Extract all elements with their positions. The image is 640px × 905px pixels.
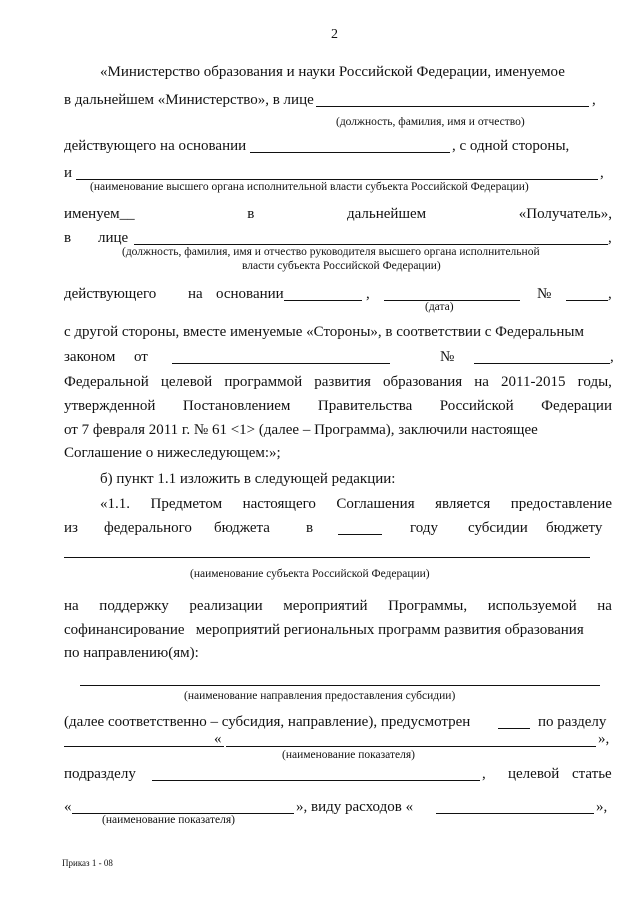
word: статье: [572, 766, 612, 782]
blank-line-expense-type: [436, 813, 594, 814]
open-quote: «: [64, 799, 72, 815]
word: бюджету: [546, 520, 603, 536]
comma: ,: [482, 766, 486, 782]
caption-head-b: власти субъекта Российской Федерации): [242, 260, 441, 272]
word: является: [435, 496, 491, 512]
caption-date: (дата): [425, 301, 454, 313]
word: развития: [314, 374, 371, 390]
subsection-text: подразделу: [64, 766, 136, 782]
close-quote: »,: [598, 731, 610, 747]
party1-line3-text: действующего на основании: [64, 138, 247, 154]
agreement-line: Соглашение о нижеследующем:»;: [64, 445, 281, 461]
blank-line-direction: [80, 685, 600, 686]
support-line: [64, 597, 612, 615]
word: реализации: [189, 598, 263, 614]
word: из: [64, 520, 78, 536]
word: Соглашения: [336, 496, 415, 512]
decree-line: от 7 февраля 2011 г. № 61 <1> (далее – Программа), заключили настоящее: [64, 422, 538, 438]
page-number: 2: [331, 27, 338, 42]
blank-line-basis2: [284, 300, 362, 301]
party2-line1: с другой стороны, вместе именуемые «Стороны», в соответствии с Федеральным: [64, 324, 584, 340]
blank-line-law-date: [172, 363, 390, 364]
word: утвержденной: [64, 398, 156, 414]
comma: ,: [592, 92, 596, 108]
blank-line-subsection: [152, 780, 480, 781]
word: в: [64, 230, 72, 246]
and-text: и: [64, 165, 73, 181]
blank-line-provided: [498, 728, 530, 729]
comma: ,: [608, 286, 612, 302]
word: «1.1.: [100, 496, 130, 512]
blank-line-section-left: [64, 746, 224, 747]
blank-line-subject: [64, 557, 590, 558]
word: от: [134, 349, 148, 365]
word: настоящего: [242, 496, 316, 512]
program-line: [64, 373, 612, 391]
blank-line-section-name: [226, 746, 596, 747]
word: годы,: [577, 374, 612, 390]
word: законом: [64, 349, 116, 365]
word: программой: [224, 374, 303, 390]
word: Правительства: [317, 398, 413, 414]
word: действующего: [64, 286, 157, 302]
word: поддержку: [99, 598, 169, 614]
footer-order-number: Приказ 1 - 08: [62, 858, 113, 868]
approved-line: [64, 397, 612, 415]
number-sign: №: [537, 286, 552, 302]
comma: ,: [600, 165, 604, 181]
caption-head-a: (должность, фамилия, имя и отчество руководителя высшего органа исполнительной: [122, 246, 540, 258]
caption-subject: (наименование субъекта Российской Федерации): [190, 568, 430, 580]
word: «Получатель»,: [518, 206, 612, 222]
party1-line2-text: в дальнейшем «Министерство», в лице: [64, 92, 314, 108]
party1-line1: «Министерство образования и науки Российской Федерации, именуемое: [100, 64, 565, 80]
item-b-line: б) пункт 1.1 изложить в следующей редакции:: [100, 471, 396, 487]
word: целевой: [160, 374, 213, 390]
caption-indicator: (наименование показателя): [102, 814, 235, 826]
blank-line-law-number: [474, 363, 610, 364]
word: году: [410, 520, 438, 536]
comma: ,: [608, 230, 612, 246]
number-sign: №: [440, 349, 455, 365]
word: в: [247, 206, 255, 222]
word: лице: [98, 230, 129, 246]
word: Российской: [439, 398, 514, 414]
word: 2011-2015: [501, 374, 566, 390]
blank-line-number: [566, 300, 608, 301]
word: субсидии: [468, 520, 528, 536]
word: мероприятий: [283, 598, 368, 614]
respectively-line: (далее соответственно – субсидия, направление), предусмотрен: [64, 714, 471, 730]
word: дальнейшем: [346, 206, 427, 222]
word: на: [188, 286, 203, 302]
blank-line-basis: [250, 152, 450, 153]
word: на: [64, 598, 79, 614]
word: предоставление: [510, 496, 612, 512]
word: Программы,: [388, 598, 468, 614]
word: бюджета: [214, 520, 270, 536]
word: целевой: [508, 766, 560, 782]
caption-position-name: (должность, фамилия, имя и отчество): [336, 116, 525, 128]
word: основании: [216, 286, 284, 302]
named-recipient-line: [64, 205, 612, 223]
word: на: [474, 374, 489, 390]
subject-line: [100, 495, 612, 513]
word: именуем__: [64, 206, 135, 222]
party1-line3-end: , с одной стороны,: [452, 138, 570, 154]
word: Постановлением: [182, 398, 291, 414]
word: Федерации: [541, 398, 612, 414]
word: образования: [383, 374, 463, 390]
word: Федеральной: [64, 374, 149, 390]
blank-line-position: [316, 106, 589, 107]
close-quote: »,: [596, 799, 608, 815]
direction-line: по направлению(ям):: [64, 645, 199, 661]
word: в: [306, 520, 314, 536]
section-text: по разделу: [538, 714, 607, 730]
word: федерального: [104, 520, 192, 536]
expenses-text: », виду расходов «: [296, 799, 414, 815]
word: на: [597, 598, 612, 614]
open-quote: «: [214, 731, 222, 747]
cofinancing-line: софинансирование мероприятий региональных программ развития образования: [64, 622, 584, 638]
caption-authority: (наименование высшего органа исполнительной власти субъекта Российской Федерации): [90, 181, 529, 193]
word: Предметом: [150, 496, 223, 512]
comma: ,: [610, 349, 614, 365]
word: используемой: [487, 598, 577, 614]
blank-line-year: [338, 534, 382, 535]
caption-indicator: (наименование показателя): [282, 749, 415, 761]
caption-direction: (наименование направления предоставления субсидии): [184, 690, 456, 702]
comma: ,: [366, 286, 370, 302]
